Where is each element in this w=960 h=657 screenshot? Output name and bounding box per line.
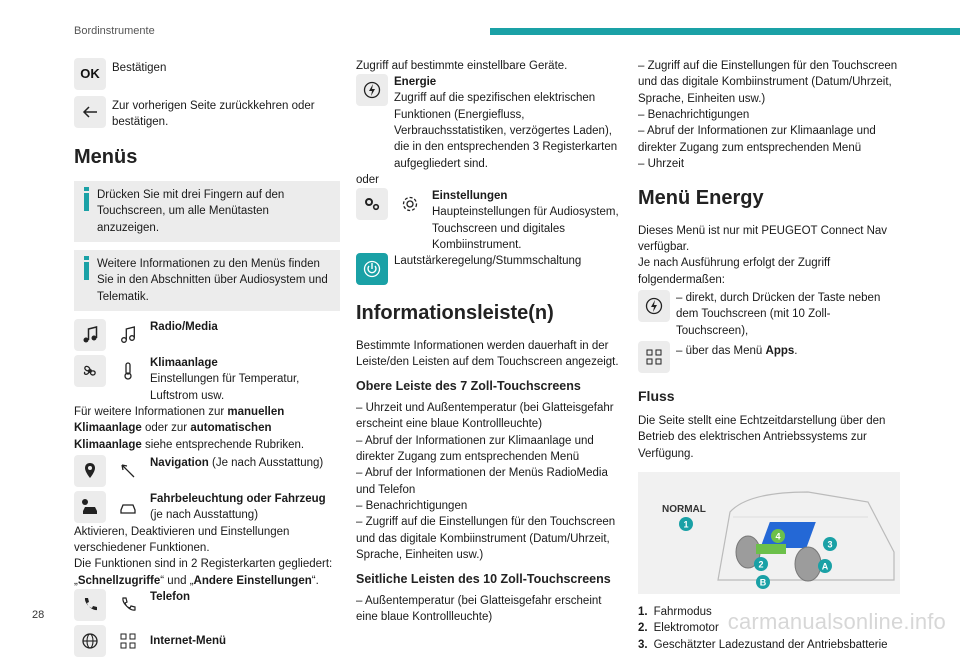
laut-text: Lautstärkeregelung/Stummschaltung xyxy=(394,255,582,268)
nav-row xyxy=(74,455,340,487)
svg-text:1: 1 xyxy=(683,519,689,530)
klima-row xyxy=(74,355,340,404)
klima-more: Für weitere Informationen zur manuellen Klimaanlage oder zur automatischen Klimaanlage siehe entsprechende Rubriken. xyxy=(74,406,305,451)
list-item: – Benachrichtigungen xyxy=(356,500,468,513)
seitliche-leisten-heading: Seitliche Leisten des 10 Zoll-Touchscreens xyxy=(356,572,611,587)
energie-title: Energie xyxy=(394,76,437,89)
back-row xyxy=(74,96,340,131)
menu-energy-heading: Menü Energy xyxy=(638,187,764,210)
ok-button-icon: OK xyxy=(74,58,106,90)
header-accent-bar xyxy=(490,28,960,35)
col2-intro: Zugriff auf bestimmte einstellbare Geräte. xyxy=(356,60,568,72)
column-1 xyxy=(74,58,340,657)
svg-text:A: A xyxy=(821,561,829,572)
energy-bolt-icon xyxy=(356,74,388,106)
phone-icon xyxy=(74,589,106,621)
energy-text-1: Dieses Menü ist nur mit PEUGEOT Connect Nav verfügbar. xyxy=(638,224,888,254)
car-info-icon xyxy=(74,491,106,523)
klima-desc: Einstellungen für Temperatur, Luftstrom usw. xyxy=(150,373,300,402)
energy-access-1: – direkt, durch Drücken der Taste neben dem Touchscreen (mit 10 Zoll-Touchscreen), xyxy=(676,292,881,337)
list-item: – Abruf der Informationen zur Klimaanlage und direkter Zugang zum entsprechenden Menü xyxy=(356,434,594,464)
einst-text xyxy=(432,188,507,204)
back-arrow-icon xyxy=(74,96,106,128)
oder-text: oder xyxy=(356,173,380,186)
svg-text:3: 3 xyxy=(827,539,833,550)
menus-heading: Menüs xyxy=(74,145,138,168)
list-item: – Abruf der Informationen zur Klimaanlage und direkter Zugang zum entsprechenden Menü xyxy=(638,125,876,154)
energy-text-2: Je nach Ausführung erfolgt der Zugriff folgendermaßen: xyxy=(638,257,831,286)
music-note-outline-icon xyxy=(112,319,144,351)
section-title: Bordinstrumente xyxy=(74,25,155,37)
legend-item: 3. Geschätzter Ladezustand der Antriebsbatterie xyxy=(638,638,888,651)
informationsleiste-heading: Informationsleiste(n) xyxy=(356,302,554,325)
info-icon xyxy=(84,256,89,305)
svg-text:4: 4 xyxy=(775,531,781,542)
list-item: – Zugriff auf die Einstellungen für den Touchscreen und das digitale Kombiinstrument (Datum/Uhrzeit, Sprache, Einheiten usw.) xyxy=(638,60,898,105)
power-volume-icon xyxy=(356,253,388,285)
car-outline-illustration xyxy=(638,472,900,594)
col3-list xyxy=(638,58,900,172)
list-item: – Zugriff auf die Einstellungen für den Touchscreen und das digitale Kombiinstrument (Datum/Uhrzeit, Sprache, Einheiten usw.) xyxy=(356,516,616,562)
fahr-text: Fahrbeleuchtung oder Fahrzeug (je nach Ausstattung) xyxy=(150,492,326,522)
fluss-heading: Fluss xyxy=(638,387,675,404)
legend-item: 2. Elektromotor xyxy=(638,622,719,635)
gears-icon xyxy=(356,188,388,220)
settings-gear-icon xyxy=(394,188,426,220)
list-item: – Abruf der Informationen der Menüs RadioMedia und Telefon xyxy=(356,467,608,496)
energy-access-row-1 xyxy=(638,290,900,339)
apps-grid-icon xyxy=(638,341,670,373)
info-box-2 xyxy=(74,250,340,311)
info-icon xyxy=(84,187,89,236)
info-box-1 xyxy=(74,181,340,242)
page-number: 28 xyxy=(32,609,45,621)
radio-title: Radio/Media xyxy=(150,321,218,334)
energie-text xyxy=(394,74,436,90)
ok-row xyxy=(74,58,340,90)
seitliche-leisten-list xyxy=(356,593,622,626)
energy-access-2: – über das Menü Apps. xyxy=(676,344,798,357)
laut-row xyxy=(356,253,622,285)
car-outline-icon xyxy=(112,491,144,523)
radio-row xyxy=(74,319,340,351)
fahr-row xyxy=(74,491,340,524)
info-box-1-text: Drücken Sie mit drei Fingern auf den Touchscreen, um alle Menütasten anzuzeigen. xyxy=(97,189,285,234)
energy-flow-illustration xyxy=(638,472,900,594)
list-item: – Benachrichtigungen xyxy=(638,108,750,121)
ok-row-text: Bestätigen xyxy=(112,62,167,74)
svg-text:B: B xyxy=(759,577,767,588)
mode-label: NORMAL xyxy=(662,503,706,515)
fan-icon xyxy=(74,355,106,387)
column-2 xyxy=(356,58,622,626)
watermark: carmanualsonline.info xyxy=(727,609,946,634)
telefon-title: Telefon xyxy=(150,590,191,603)
rear-wheel xyxy=(795,547,821,581)
energie-desc: Zugriff auf die spezifischen elektrischen Funktionen (Energiefluss, Verbrauchsstatistiken, verzögertes Laden), die in den entsprechenden 3 Registerkarten aufgegliedert sind. xyxy=(394,92,618,170)
einst-title: Einstellungen xyxy=(432,190,508,203)
svg-text:2: 2 xyxy=(758,559,764,570)
motor-flow xyxy=(756,544,786,554)
temperature-icon xyxy=(112,355,144,387)
globe-icon xyxy=(74,625,106,657)
internet-row xyxy=(74,625,340,657)
internet-title: Internet-Menü xyxy=(150,634,227,647)
fahr-desc: Aktivieren, Deaktivieren und Einstellungen verschiedener Funktionen. xyxy=(74,525,290,554)
klima-text xyxy=(150,355,340,404)
apps-grid-icon xyxy=(112,625,144,657)
informationsleiste-text: Bestimmte Informationen werden dauerhaft in der Leiste/den Leisten auf dem Touchscreen angezeigt. xyxy=(356,339,619,368)
list-item: – Außentemperatur (bei Glatteisgefahr erscheint eine blaue Kontrollleuchte) xyxy=(356,595,602,624)
tabs-desc: Die Funktionen sind in 2 Registerkarten gegliedert: „Schnellzugriffe“ und „Andere Einstellungen“. xyxy=(74,558,333,587)
telefon-row xyxy=(74,589,340,621)
list-item: – Uhrzeit xyxy=(638,157,685,170)
column-3 xyxy=(638,58,900,653)
map-pin-icon xyxy=(74,455,106,487)
nav-text: Navigation (Je nach Ausstattung) xyxy=(150,456,324,469)
obere-leiste-heading: Obere Leiste des 7 Zoll-Touchscreens xyxy=(356,379,581,394)
navigation-arrow-icon xyxy=(112,455,144,487)
fluss-text: Die Seite stellt eine Echtzeitdarstellung über den Betrieb des elektrischen Antriebssystems zur Verfügung. xyxy=(638,414,886,460)
music-note-icon xyxy=(74,319,106,351)
legend-item: 1. Fahrmodus xyxy=(638,605,712,618)
klima-title: Klimaanlage xyxy=(150,357,218,370)
info-box-2-text: Weitere Informationen zu den Menüs finden Sie in den Abschnitten über Audiosystem und Telematik. xyxy=(97,258,328,303)
back-row-text: Zur vorherigen Seite zurückkehren oder bestätigen. xyxy=(112,100,315,129)
obere-leiste-list xyxy=(356,400,622,563)
energy-bolt-icon xyxy=(638,290,670,322)
list-item: – Uhrzeit und Außentemperatur (bei Glatteisgefahr erscheint eine blaue Kontrollleuchte) xyxy=(356,402,614,431)
energy-access-row-2 xyxy=(638,341,900,373)
phone-outline-icon xyxy=(112,589,144,621)
einst-desc: Haupteinstellungen für Audiosystem, Touchscreen und digitales Kombiinstrument. xyxy=(432,206,619,251)
